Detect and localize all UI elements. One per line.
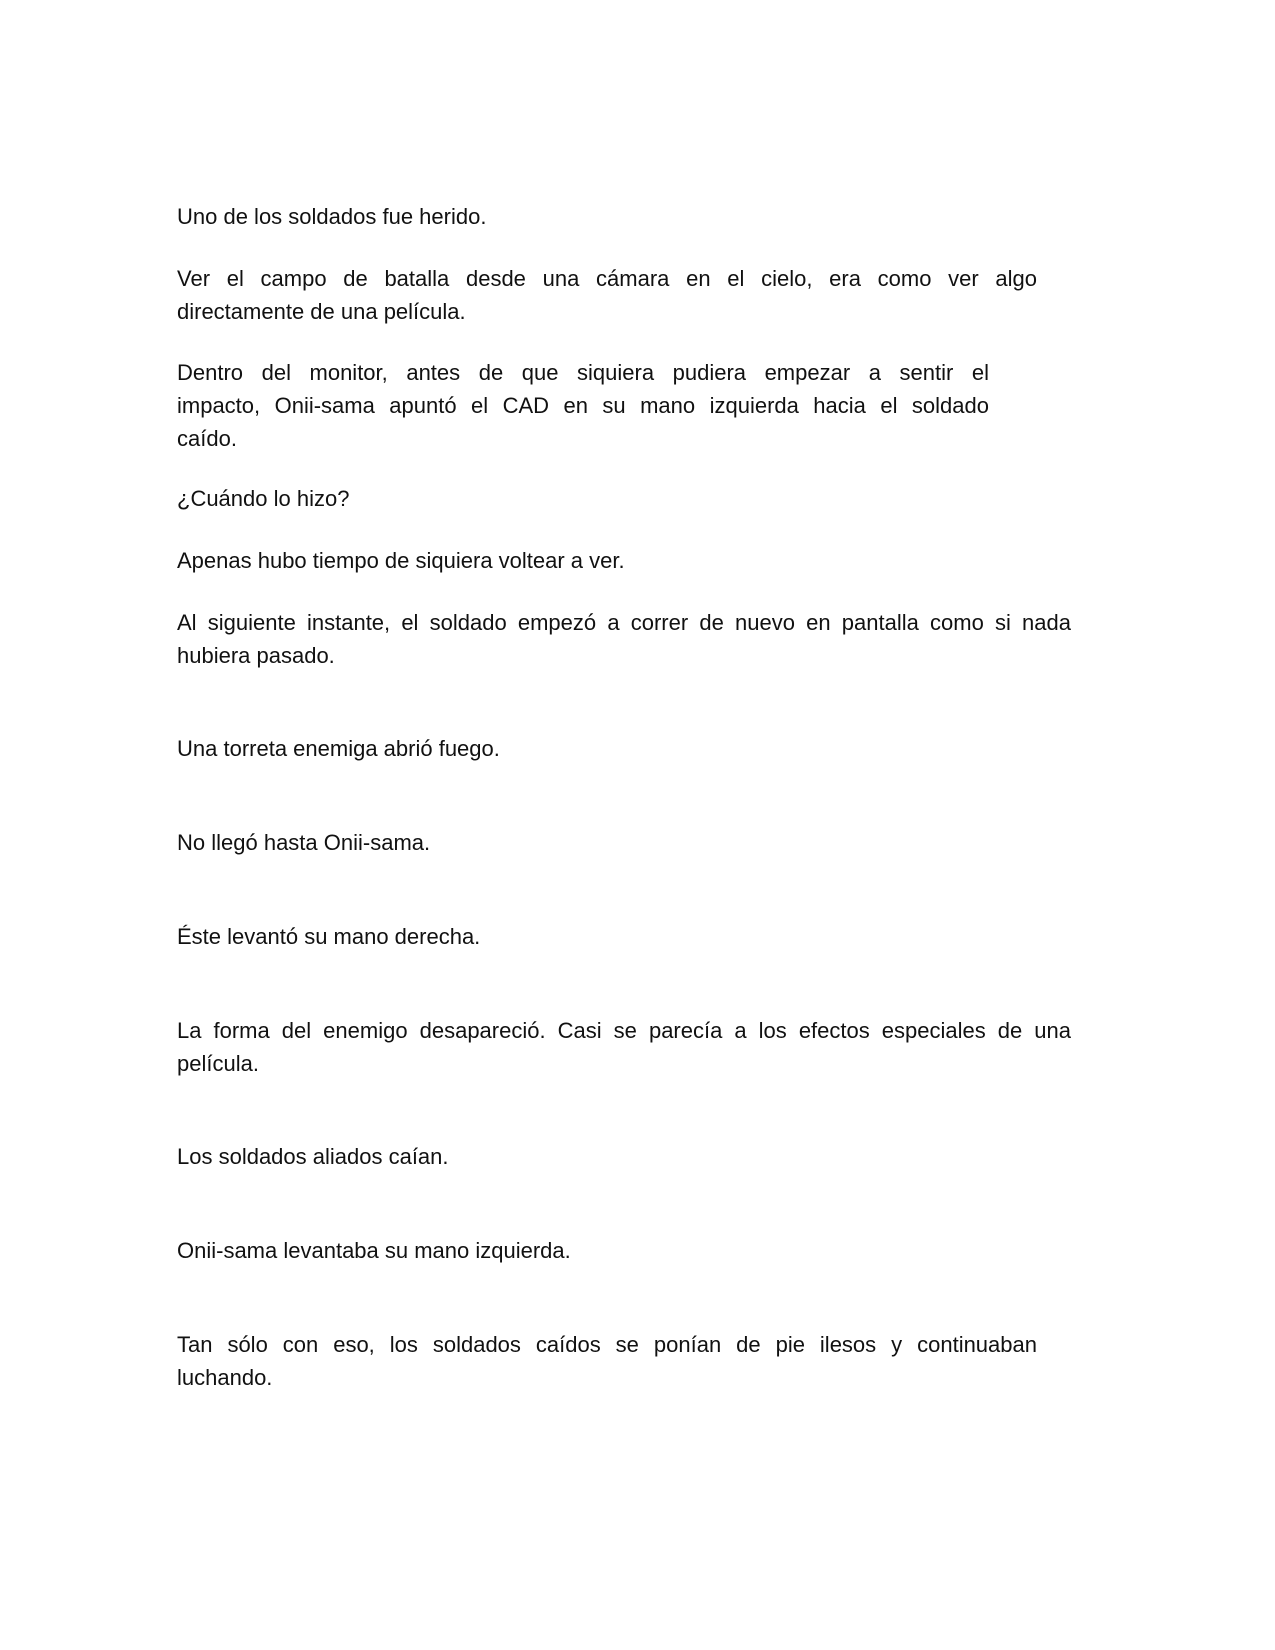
- paragraph: [177, 1014, 1071, 1080]
- paragraph: [177, 606, 1071, 672]
- paragraph: [177, 826, 1077, 859]
- text-line: Ver el campo de batalla desde una cámara en el cielo, era como ver algo: [177, 266, 1037, 291]
- text-line: hubiera pasado.: [177, 643, 335, 668]
- paragraph: [177, 920, 1077, 953]
- paragraph: [177, 262, 1037, 328]
- text-line: No llegó hasta Onii-sama.: [177, 830, 431, 855]
- paragraph: [177, 544, 1077, 577]
- text-line: impacto, Onii-sama apuntó el CAD en su mano izquierda hacia el soldado: [177, 393, 989, 418]
- text-line: Éste levantó su mano derecha.: [177, 924, 481, 949]
- text-line: La forma del enemigo desapareció. Casi se parecía a los efectos especiales de una: [177, 1018, 1071, 1043]
- text-line: caído.: [177, 426, 237, 451]
- text-line: directamente de una película.: [177, 299, 466, 324]
- text-line: Al siguiente instante, el soldado empezó a correr de nuevo en pantalla como si nada: [177, 610, 1071, 635]
- paragraph: [177, 1234, 1077, 1267]
- text-line: Tan sólo con eso, los soldados caídos se ponían de pie ilesos y continuaban: [177, 1332, 1037, 1357]
- text-line: Una torreta enemiga abrió fuego.: [177, 736, 500, 761]
- paragraph: [177, 1140, 1077, 1173]
- text-line: película.: [177, 1051, 259, 1076]
- text-line: ¿Cuándo lo hizo?: [177, 486, 350, 511]
- paragraph: [177, 356, 989, 455]
- text-line: Apenas hubo tiempo de siquiera voltear a ver.: [177, 548, 625, 573]
- paragraph: [177, 200, 1077, 233]
- paragraph: [177, 482, 1077, 515]
- text-line: Dentro del monitor, antes de que siquiera pudiera empezar a sentir el: [177, 360, 989, 385]
- paragraph: [177, 1328, 1037, 1394]
- text-line: Onii-sama levantaba su mano izquierda.: [177, 1238, 571, 1263]
- text-line: Uno de los soldados fue herido.: [177, 204, 487, 229]
- paragraph: [177, 732, 1077, 765]
- text-line: Los soldados aliados caían.: [177, 1144, 449, 1169]
- text-line: luchando.: [177, 1365, 273, 1390]
